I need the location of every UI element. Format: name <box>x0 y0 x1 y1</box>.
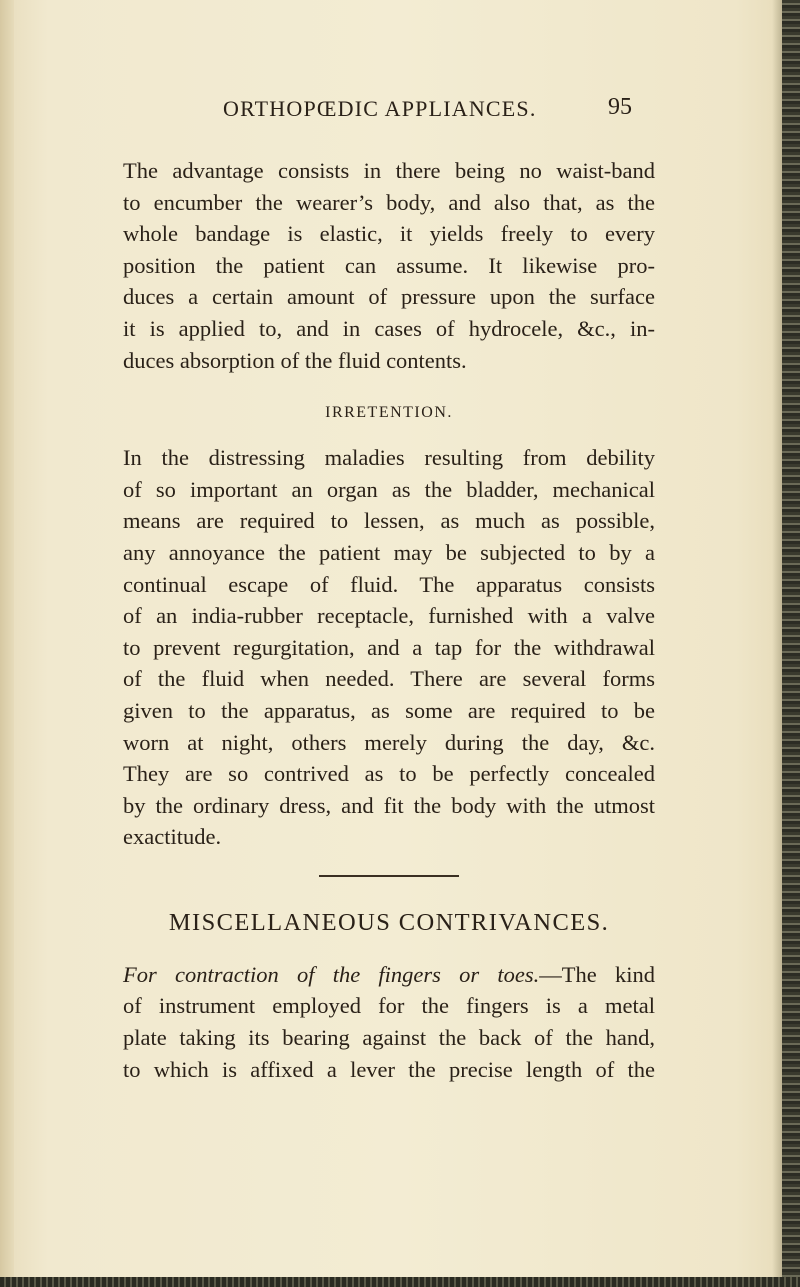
text-line: exactitude. <box>123 824 222 850</box>
page-gutter <box>0 0 14 1287</box>
text-line: worn at night, others merely during the day, &c. <box>123 729 655 755</box>
text-line: by the ordinary dress, and fit the body with the utmost <box>123 792 655 818</box>
text-line: In the distressing maladies resulting from debility <box>123 445 655 471</box>
text-line: to encumber the wearer’s body, and also that, as the <box>123 189 655 215</box>
text-line: whole bandage is elastic, it yields freely to every <box>123 221 655 247</box>
section-divider-rule <box>319 875 459 877</box>
page-number: 95 <box>608 94 632 120</box>
text-line: of the fluid when needed. There are several forms <box>123 666 655 692</box>
paragraph-advantage <box>123 155 655 376</box>
text-line: given to the apparatus, as some are required to be <box>123 697 655 723</box>
page-body <box>123 155 655 1085</box>
text-fragment: —The kind <box>539 961 655 987</box>
text-line: to prevent regurgitation, and a tap for the withdrawal <box>123 634 655 660</box>
text-line: position the patient can assume. It likewise pro- <box>123 252 655 278</box>
text-line: of an india-rubber receptacle, furnished with a valve <box>123 603 655 629</box>
text-line: to which is affixed a lever the precise length of the <box>123 1056 655 1082</box>
text-line: duces a certain amount of pressure upon the surface <box>123 284 655 310</box>
section-heading-miscellaneous: MISCELLANEOUS CONTRIVANCES. <box>168 908 610 936</box>
text-line: of so important an organ as the bladder, mechanical <box>123 476 655 502</box>
text-line: it is applied to, and in cases of hydrocele, &c., in- <box>123 315 655 341</box>
page-edge-shadow <box>772 0 782 1287</box>
paragraph-contraction <box>123 959 655 1085</box>
section-heading-irretention: IRRETENTION. <box>325 404 453 422</box>
italic-lead-in: For contraction of the fingers or toes. <box>123 961 540 987</box>
page-bottom-edge <box>0 1277 800 1287</box>
text-line: continual escape of fluid. The apparatus consists <box>123 571 655 597</box>
running-head: ORTHOPŒDIC APPLIANCES. <box>223 96 537 121</box>
text-line: any annoyance the patient may be subjected to by a <box>123 539 655 565</box>
page-header <box>120 96 640 130</box>
text-line: of instrument employed for the fingers is a metal <box>123 993 655 1019</box>
text-line: duces absorption of the fluid contents. <box>123 347 467 373</box>
text-line-lead <box>123 959 655 991</box>
text-line: means are required to lessen, as much as possible, <box>123 508 655 534</box>
text-line: plate taking its bearing against the back of the hand, <box>123 1025 655 1051</box>
text-line: They are so contrived as to be perfectly concealed <box>123 761 655 787</box>
page-stack-edge <box>782 0 800 1287</box>
text-line: The advantage consists in there being no waist-band <box>123 158 655 183</box>
paragraph-irretention <box>123 442 655 853</box>
